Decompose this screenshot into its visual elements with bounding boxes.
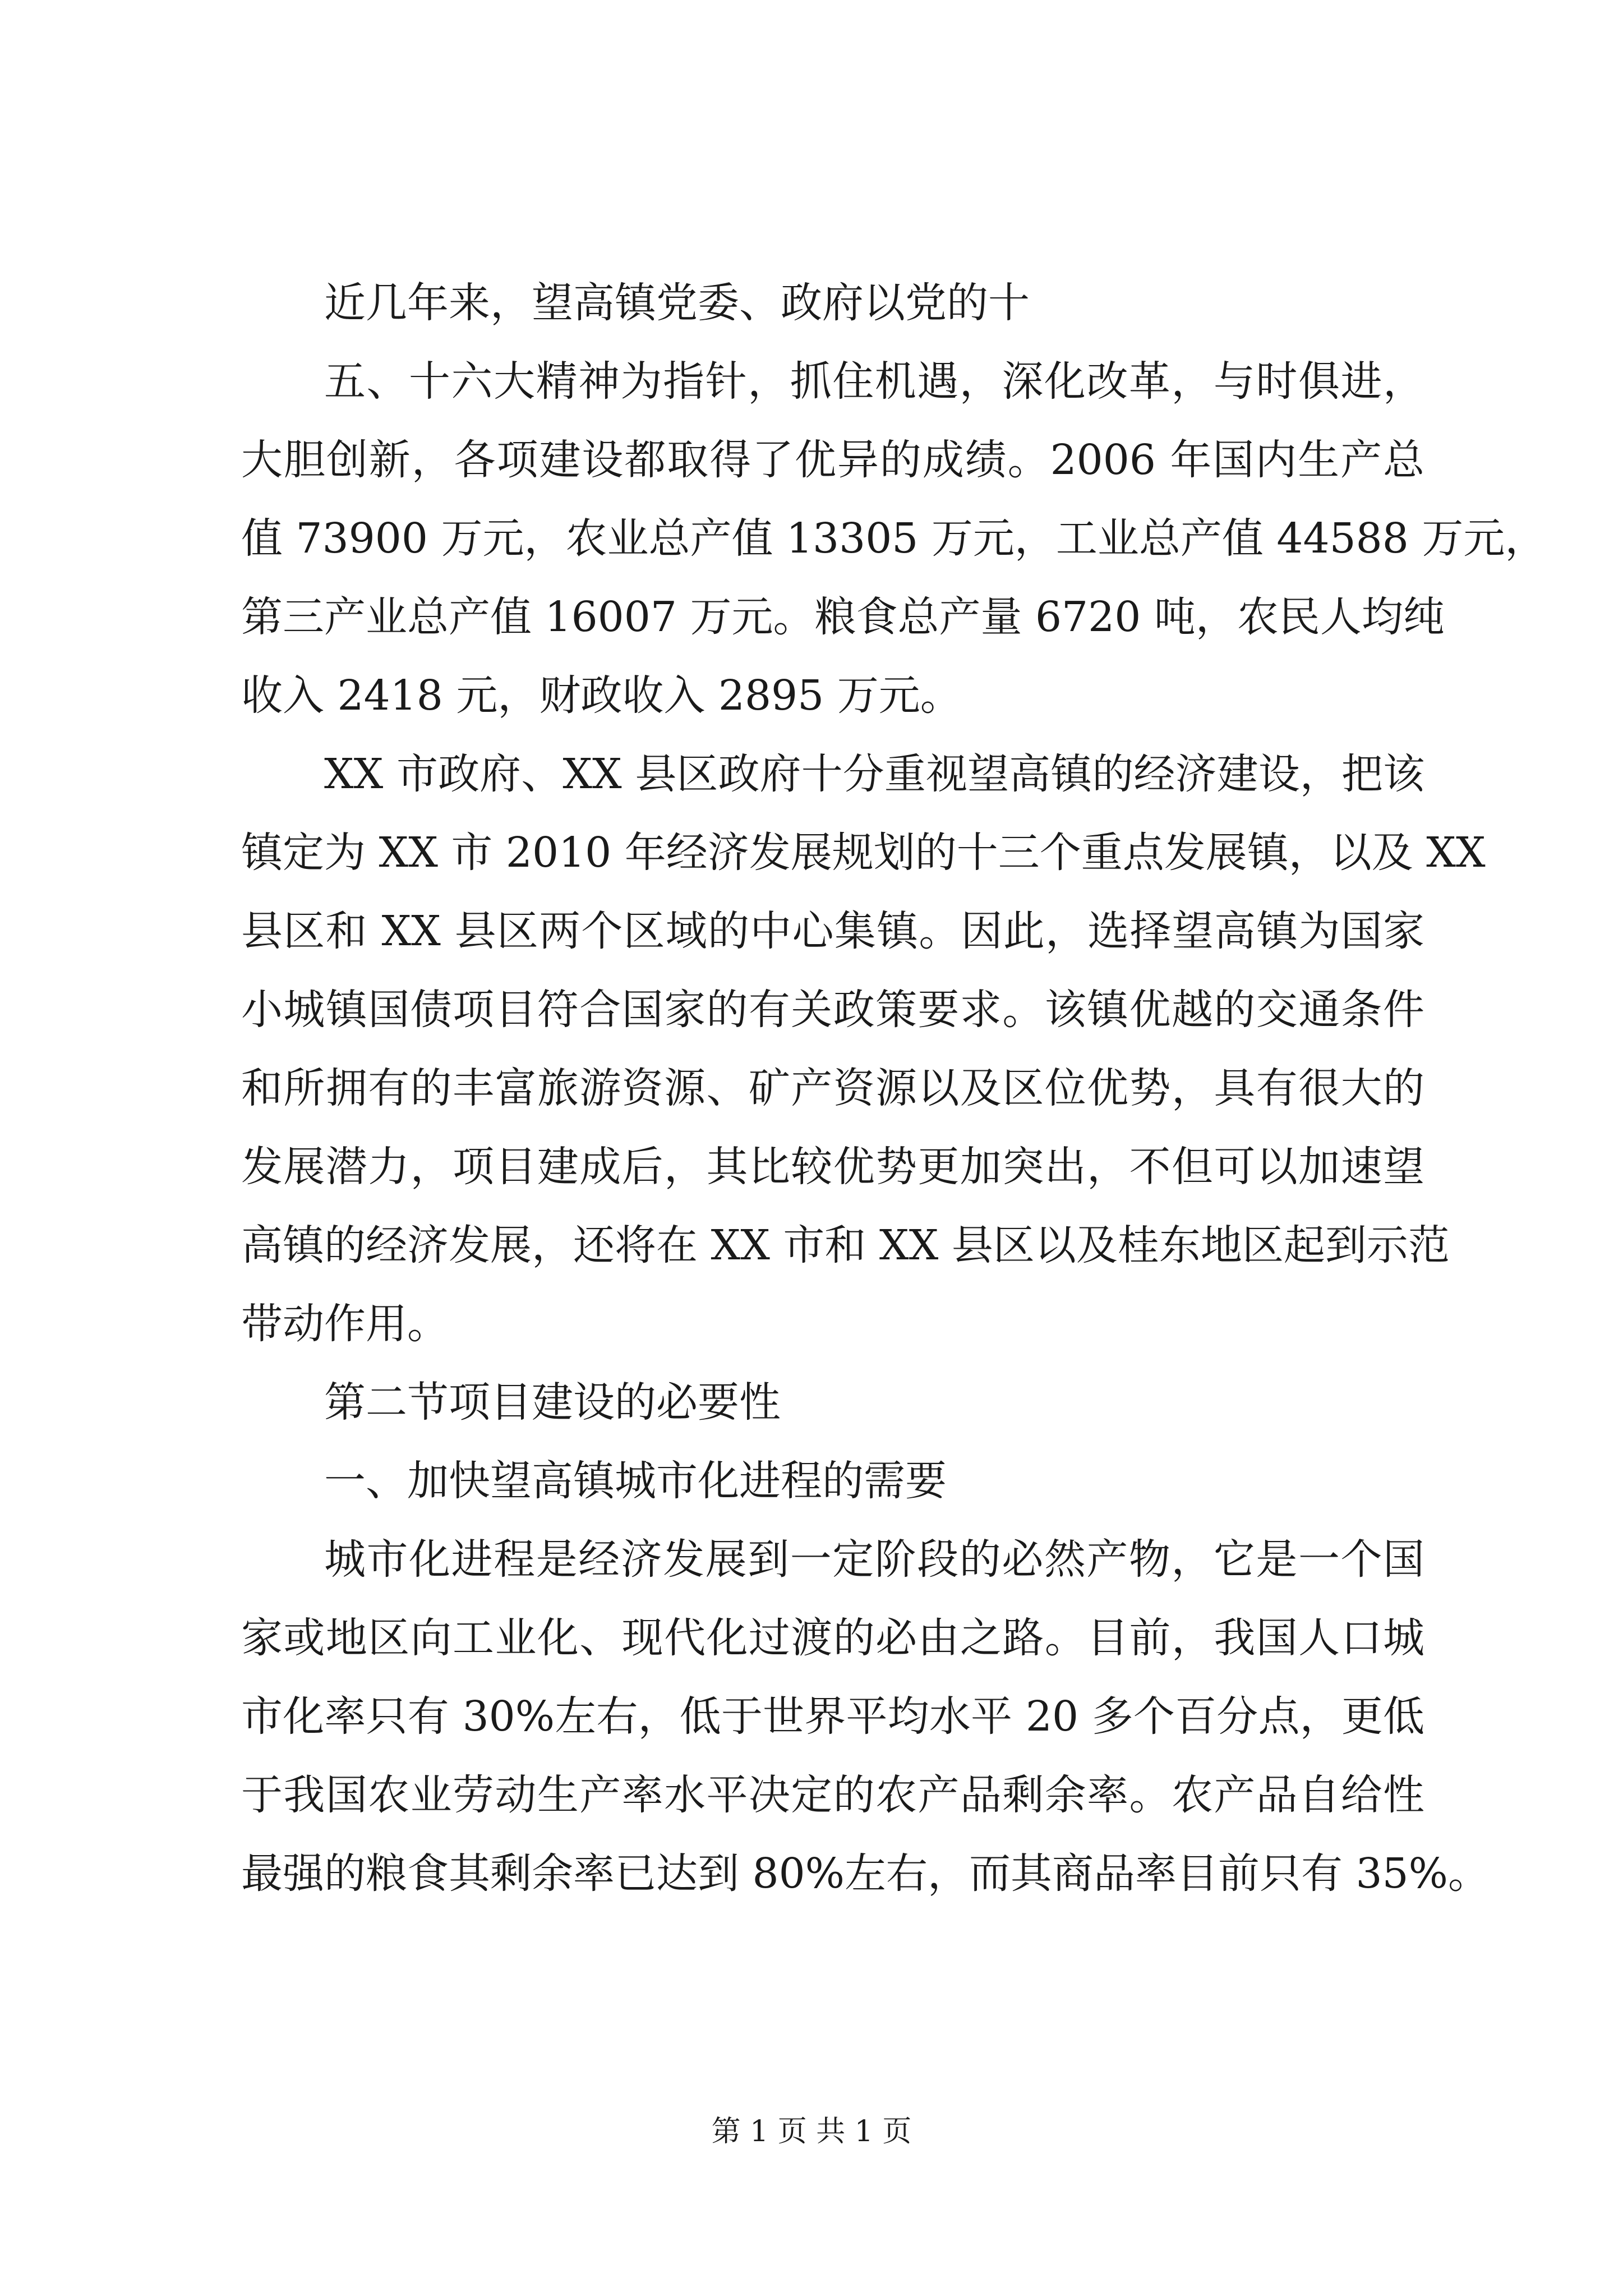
paragraph-line: 值 73900 万元，农业总产值 13305 万元，工业总产值 44588 万元， <box>241 514 1547 563</box>
paragraph-line: 和所拥有的丰富旅游资源、矿产资源以及区位优势，具有很大的 <box>241 1064 1424 1112</box>
paragraph-line: 高镇的经济发展，还将在 XX 市和 XX 县区以及桂东地区起到示范 <box>241 1221 1450 1269</box>
paragraph-line: 五、十六大精神为指针，抓住机遇，深化改革，与时俱进， <box>324 357 1424 406</box>
paragraph-line: 小城镇国债项目符合国家的有关政策要求。该镇优越的交通条件 <box>241 986 1424 1034</box>
paragraph-line: 市化率只有 30%左右，低于世界平均水平 20 多个百分点，更低 <box>241 1692 1424 1741</box>
section-heading: 第二节项目建设的必要性 <box>324 1378 781 1427</box>
paragraph-line: XX 市政府、XX 县区政府十分重视望高镇的经济建设，把该 <box>324 750 1424 798</box>
paragraph-line: 最强的粮食其剩余率已达到 80%左右，而其商品率目前只有 35%。 <box>241 1849 1490 1898</box>
paragraph-line: 于我国农业劳动生产率水平决定的农产品剩余率。农产品自给性 <box>241 1771 1424 1819</box>
paragraph-line: 镇定为 XX 市 2010 年经济发展规划的十三个重点发展镇，以及 XX <box>241 829 1486 877</box>
paragraph-line: 发展潜力，项目建成后，其比较优势更加突出，不但可以加速望 <box>241 1143 1424 1191</box>
paragraph-line: 第三产业总产值 16007 万元。粮食总产量 6720 吨，农民人均纯 <box>241 593 1445 641</box>
document-body <box>241 264 1547 1913</box>
page-footer: 第 1 页 共 1 页 <box>711 2115 912 2148</box>
paragraph-line: 县区和 XX 县区两个区域的中心集镇。因此，选择望高镇为国家 <box>241 907 1424 955</box>
paragraph-line: 家或地区向工业化、现代化过渡的必由之路。目前，我国人口城 <box>241 1614 1424 1662</box>
paragraph-line: 带动作用。 <box>241 1300 449 1348</box>
paragraph-line: 大胆创新，各项建设都取得了优异的成绩。2006 年国内生产总 <box>241 436 1424 484</box>
paragraph-line: 近几年来，望高镇党委、政府以党的十 <box>324 279 1030 327</box>
subsection-heading: 一、加快望高镇城市化进程的需要 <box>324 1457 947 1505</box>
paragraph-line: 收入 2418 元，财政收入 2895 万元。 <box>241 671 962 720</box>
paragraph-line: 城市化进程是经济发展到一定阶段的必然产物，它是一个国 <box>324 1535 1424 1584</box>
